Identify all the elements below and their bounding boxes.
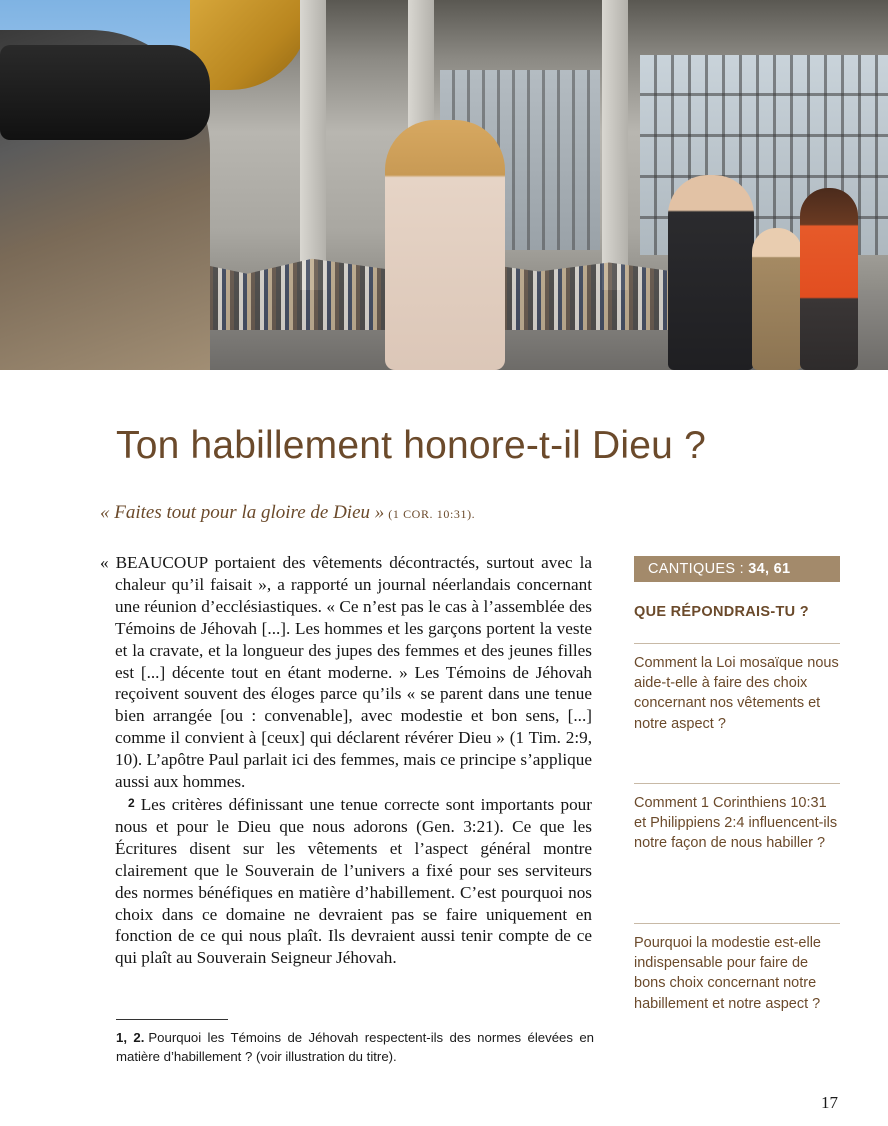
- sidebar-divider: [634, 643, 840, 644]
- boy-in-jacket: [752, 228, 802, 370]
- stadium-column: [300, 0, 326, 300]
- man-in-suit: [668, 175, 754, 370]
- study-question-numbers: 1, 2.: [116, 1030, 145, 1045]
- footnote-divider: [116, 1019, 228, 1020]
- songs-numbers: 34, 61: [748, 561, 791, 577]
- woman-in-red: [800, 188, 858, 370]
- study-question-text: Pourquoi les Témoins de Jéhovah respectent-ils des normes élevées en matière d’habillement ? (voir illustration du titre).: [116, 1030, 594, 1064]
- review-question-1: Comment la Loi mosaïque nous aide-t-elle à faire des choix concernant nos vêtements et notre aspect ?: [634, 655, 839, 732]
- hero-photo: [0, 0, 888, 370]
- stadium-column: [602, 0, 628, 300]
- paragraph-2-text: Les critères définissant une tenue correcte sont importants pour nous et pour le Dieu que nous adorons (Gen. 3:21). Ce que les Écritures disent sur les vêtements et l’aspect général montre clairement que le Souverain de l’univers a fixé pour ses serviteurs des normes bénéfiques en matière d’habillement. C’est pourquoi nos choix dans ce domaine ne devraient pas se faire uniquement en fonction de ce qui nous plaît. Ils devraient aussi tenir compte de ce qui plaît au Souverain Seigneur Jéhovah.: [115, 794, 592, 968]
- video-camera: [0, 45, 210, 140]
- theme-reference: (1 COR. 10:31).: [388, 507, 476, 521]
- theme-quote: « Faites tout pour la gloire de Dieu »: [100, 502, 385, 523]
- sidebar-divider: [634, 923, 840, 924]
- songs-bar: [634, 556, 840, 582]
- page-number: 17: [821, 1093, 838, 1112]
- review-question-2: Comment 1 Corinthiens 10:31 et Philippiens 2:4 influencent-ils notre façon de nous habiller ?: [634, 795, 838, 852]
- article-body: [100, 552, 592, 969]
- study-question: [116, 1028, 594, 1066]
- songs-label: CANTIQUES :: [648, 561, 744, 577]
- review-heading: QUE RÉPONDRAIS-TU ?: [634, 604, 809, 620]
- theme-scripture: [100, 502, 475, 524]
- paragraph-1: « BEAUCOUP portaient des vêtements décontractés, surtout avec la chaleur qu’il faisait », a rapporté un journal néerlandais concernant une réunion d’ecclésiastiques. « Ce n’est pas le cas à l’assemblée des Témoins de Jéhovah [...]. Les hommes et les garçons portent la veste et la cravate, et la longueur des jupes des femmes et des jeunes filles est [...] décente tout en étant moderne. » Les Témoins de Jéhovah reçoivent souvent des éloges parce qu’ils « se parent dans une tenue bien arrangée [ou : convenable], avec modestie et bon sens, [...] comme il convient à [ceux] qui déclarent révérer Dieu » (1 Tim. 2:9, 10). L’apôtre Paul parlait ici des femmes, mais ce principe s’applique aussi aux hommes.: [100, 553, 592, 792]
- paragraph-number: 2: [128, 795, 135, 810]
- review-question-3: Pourquoi la modestie est-elle indispensable pour faire de bons choix concernant notre habillement et notre aspect ?: [634, 935, 821, 1012]
- sidebar-divider: [634, 783, 840, 784]
- article-title: Ton habillement honore-t-il Dieu ?: [116, 424, 706, 467]
- paragraph-2: [100, 793, 592, 969]
- reporter-with-microphone: [385, 120, 505, 370]
